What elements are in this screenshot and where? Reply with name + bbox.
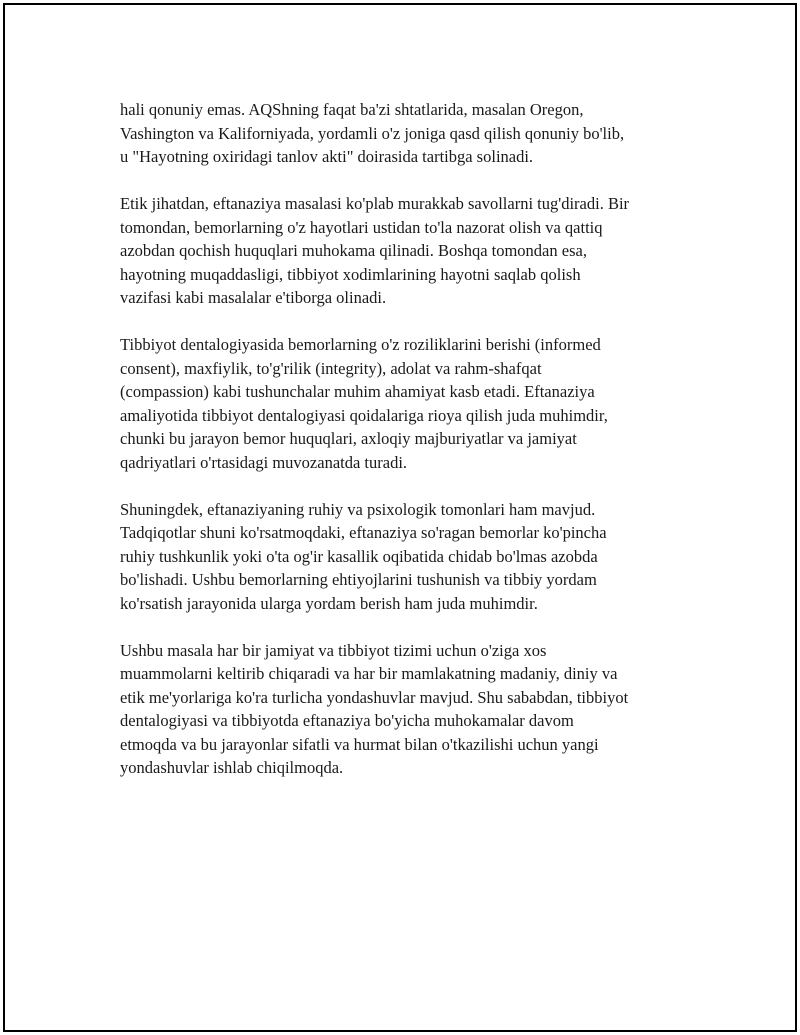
text-line: azobdan qochish huquqlari muhokama qilinadi. Boshqa tomondan esa, (120, 241, 587, 260)
text-line: ruhiy tushkunlik yoki o'ta og'ir kasallik oqibatida chidab bo'lmas azobda (120, 546, 598, 566)
text-line: tomondan, bemorlarning o'z hayotlari ustidan to'la nazorat olish va qattiq (120, 217, 603, 237)
text-line: etik me'yorlariga ko'ra turlicha yondashuvlar mavjud. Shu sababdan, tibbiyot (120, 687, 629, 707)
text-line: vazifasi kabi masalalar e'tiborga olinadi. (120, 288, 387, 307)
text-line: ko'rsatish jarayonida ularga yordam berish ham juda muhimdir. (120, 593, 538, 613)
text-line: u "Hayotning oxiridagi tanlov akti" doirasida tartibga solinadi. (120, 147, 534, 166)
text-line: Etik jihatdan, eftanaziya masalasi ko'plab murakkab savollarni tug'diradi. Bir (120, 194, 630, 213)
page-frame (3, 3, 797, 1032)
text-line: yondashuvlar ishlab chiqilmoqda. (120, 758, 344, 777)
text-line: amaliyotida tibbiyot dentalogiyasi qoidalariga rioya qilish juda muhimdir, (120, 405, 608, 425)
text-line: dentalogiyasi va tibbiyotda eftanaziya bo'yicha muhokamalar davom (120, 711, 574, 730)
paragraph-4 (120, 498, 720, 616)
paragraph-2 (120, 192, 720, 310)
text-line: bo'lishadi. Ushbu bemorlarning ehtiyojlarini tushunish va tibbiy yordam (120, 570, 597, 589)
paragraph-1 (120, 98, 720, 169)
text-line: hali qonuniy emas. AQShning faqat ba'zi shtatlarida, masalan Oregon, (120, 100, 584, 119)
text-line: qadriyatlari o'rtasidagi muvozanatda turadi. (120, 452, 408, 472)
text-line: Shuningdek, eftanaziyaning ruhiy va psixologik tomonlari ham mavjud. (120, 499, 596, 519)
text-line: Tadqiqotlar shuni ko'rsatmoqdaki, eftanaziya so'ragan bemorlar ko'pincha (120, 523, 607, 542)
text-line: Ushbu masala har bir jamiyat va tibbiyot tizimi uchun o'ziga xos (120, 640, 547, 660)
paragraph-5 (120, 639, 720, 780)
text-line: etmoqda va bu jarayonlar sifatli va hurmat bilan o'tkazilishi uchun yangi (120, 734, 599, 754)
text-line: hayotning muqaddasligi, tibbiyot xodimlarining hayotni saqlab qolish (120, 264, 581, 284)
paragraph-3 (120, 333, 720, 474)
text-line: chunki bu jarayon bemor huquqlari, axloqiy majburiyatlar va jamiyat (120, 429, 577, 448)
text-line: Vashington va Kaliforniyada, yordamli o'z joniga qasd qilish qonuniy bo'lib, (120, 123, 625, 143)
document-body (120, 98, 720, 803)
text-line: muammolarni keltirib chiqaradi va har bir mamlakatning madaniy, diniy va (120, 664, 618, 683)
text-line: Tibbiyot dentalogiyasida bemorlarning o'z roziliklarini berishi (informed (120, 335, 601, 354)
text-line: (compassion) kabi tushunchalar muhim ahamiyat kasb etadi. Eftanaziya (120, 382, 595, 401)
text-line: consent), maxfiylik, to'g'rilik (integrity), adolat va rahm-shafqat (120, 358, 542, 378)
